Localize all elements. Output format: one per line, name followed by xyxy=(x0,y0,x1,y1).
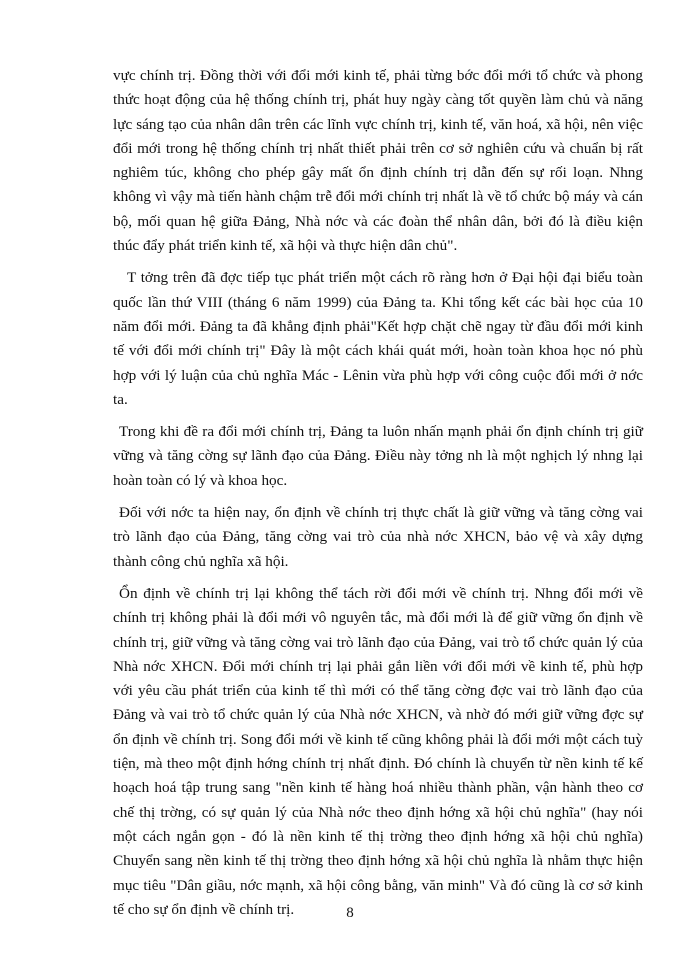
document-body xyxy=(113,64,643,930)
paragraph-political-reform-continuation: vực chính trị. Đồng thời với đổi mới kinh tế, phải từng bớc đổi mới tổ chức và phong thức hoạt động của hệ thống chính trị, phát huy ngày càng tốt quyền làm chủ và năng lực sáng tạo của nhân dân trên các lĩnh vực chính trị, kinh tế, văn hoá, xã hội, nên việc đổi mới trong hệ thống chính trị nhất thiết phải trên cơ sở nghiên cứu và chuẩn bị rất nghiêm túc, không cho phép gây mất ổn định chính trị dẫn đến sự rối loạn. Nhng không vì vậy mà tiến hành chậm trễ đổi mới chính trị nhất là về tổ chức bộ máy và cán bộ, mối quan hệ giữa Đảng, Nhà nớc và các đoàn thể nhân dân, bởi đó là điều kiện thúc đẩy phát triển kinh tế, xã hội và thực hiện dân chủ". xyxy=(113,67,643,255)
paragraph-congress-viii: T tởng trên đã đợc tiếp tục phát triển một cách rõ ràng hơn ở Đại hội đại biểu toàn quốc lần thứ VIII (tháng 6 năm 1999) của Đảng ta. Khi tổng kết các bài học của 10 năm đổi mới. Đảng ta đã khẳng định phải"Kết hợp chặt chẽ ngay từ đầu đổi mới kinh tế với đổi mới chính trị" Đây là một cách khái quát mới, hoàn toàn khoa học nó phù hợp với lý luận của chủ nghĩa Mác - Lênin vừa phù hợp với công cuộc đổi mới ở nớc ta. xyxy=(113,269,643,408)
page-number: 8 xyxy=(346,905,354,921)
paragraph-stability-and-reform: Ổn định về chính trị lại không thể tách rời đổi mới về chính trị. Nhng đổi mới về chính trị không phải là đổi mới vô nguyên tắc, mà đổi mới là để giữ vững ổn định về chính trị, giữ vững và tăng cờng vai trò lãnh đạo của Đảng, vai trò tổ chức quản lý của Nhà nớc XHCN. Đổi mới chính trị lại phải gắn liền với đổi mới về kinh tế, phù hợp với yêu cầu phát triển của kinh tế thì mới có thể tăng cờng đợc vai trò lãnh đạo của Đảng và vai trò tổ chức quản lý của Nhà nớc XHCN, và nhờ đó mới giữ vững đợc sự ổn định về chính trị. Song đổi mới về kinh tế cũng không phải là đổi mới một cách tuỳ tiện, mà theo một định hớng chính trị nhất định. Đó chính là chuyển từ nền kinh tế kế hoạch hoá tập trung sang "nền kinh tế hàng hoá nhiều thành phần, vận hành theo cơ chế thị trờng, có sự quản lý của Nhà nớc theo định hớng xã hội chủ nghĩa" (hay nói một cách ngắn gọn - đó là nền kinh tế thị trờng theo định hớng xã hội chủ nghĩa) Chuyển sang nền kinh tế thị trờng theo định hớng xã hội chủ nghĩa là nhằm thực hiện mục tiêu "Dân giầu, nớc mạnh, xã hội công bằng, văn minh" Và đó cũng là cơ sở kinh tế cho sự ổn định về chính trị. xyxy=(113,584,643,918)
paragraph-stability-essence: Đối với nớc ta hiện nay, ổn định về chính trị thực chất là giữ vững và tăng cờng vai trò lãnh đạo của Đảng, tăng cờng vai trò của nhà nớc XHCN, bảo vệ và xây dựng thành công chủ nghĩa xã hội. xyxy=(113,504,643,570)
paragraph-political-stability: Trong khi đề ra đổi mới chính trị, Đảng ta luôn nhấn mạnh phải ổn định chính trị giữ vững và tăng cờng sự lãnh đạo của Đảng. Điều này tởng nh là một nghịch lý nhng lại hoàn toàn có lý và khoa học. xyxy=(113,423,643,489)
